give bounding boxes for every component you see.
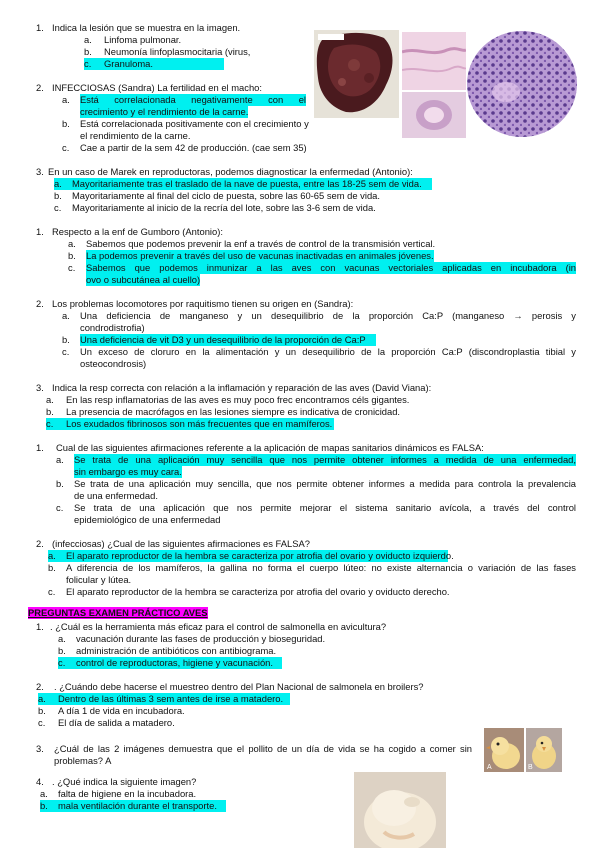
option-text: Mayoritariamente al inicio de la recría del lote, sobre las 3-6 sem de vida. bbox=[72, 202, 376, 213]
option-label: a. bbox=[48, 550, 56, 561]
option-text: administración de antibióticos con antibiograma. bbox=[76, 645, 277, 656]
question-number: 2. bbox=[36, 82, 44, 93]
histology-photo-large bbox=[466, 30, 578, 138]
option-text: falta de higiene en la incubadora. bbox=[58, 788, 197, 799]
option-text: A diferencia de los mamíferos, la gallina no forma el cuerpo lúteo: no existe alternancia o variación de las fases bbox=[66, 562, 576, 573]
question-text: Cual de las siguientes afirmaciones referente a la aplicación de mapas sanitarios dinámicos es FALSA: bbox=[56, 442, 484, 453]
option-label: b. bbox=[62, 118, 70, 129]
option-label: c. bbox=[54, 202, 62, 213]
option-text-highlighted: Sabemos que podemos inmunizar a las aves con vacunas vectoriales aplicadas en incubadora (in bbox=[86, 262, 576, 273]
option-text: osteocondrosis) bbox=[80, 358, 147, 369]
option-text: vacunación durante las fases de producción y bioseguridad. bbox=[76, 633, 326, 644]
option-label: a. bbox=[54, 178, 62, 189]
option-label: c. bbox=[38, 717, 46, 728]
option-text: control de reproductoras, higiene y vacunación. bbox=[76, 657, 273, 668]
option-label: b. bbox=[84, 46, 92, 57]
question-number: 1. bbox=[36, 22, 44, 33]
option-label: b. bbox=[68, 250, 76, 261]
image-label-a: A bbox=[487, 764, 492, 771]
option-text: mala ventilación durante el transporte. bbox=[58, 800, 217, 811]
image-label-b: B bbox=[528, 764, 533, 771]
question-number: 2. bbox=[36, 681, 44, 692]
option-label: a. bbox=[40, 788, 48, 799]
question-text: problemas? A bbox=[54, 755, 112, 766]
question-text: Indica la lesión que se muestra en la imagen. bbox=[52, 22, 241, 33]
option-text: condrodistrofia) bbox=[80, 322, 145, 333]
option-text: epidemiológico de una enfermedad bbox=[74, 514, 221, 525]
option-text: Granuloma. bbox=[104, 58, 153, 69]
chick-photo-a bbox=[484, 728, 524, 772]
question-text: Los problemas locomotores por raquitismo tienen su origen en (Sandra): bbox=[52, 298, 354, 309]
question-number: 1. bbox=[36, 621, 44, 632]
option-highlighted bbox=[58, 657, 282, 669]
question-number: 3. bbox=[36, 743, 44, 754]
option-text: Neumonía linfoplasmocitaria (virus, bbox=[104, 46, 251, 57]
option-highlighted bbox=[40, 800, 226, 812]
question-text: . ¿Cuál es la herramienta más eficaz para el control de salmonella en avicultura? bbox=[50, 621, 387, 632]
option-text: Sabemos que podemos prevenir la enf a través de control de la transmisión vertical. bbox=[86, 238, 436, 249]
option-label: c. bbox=[62, 142, 70, 153]
option-label: c. bbox=[68, 262, 76, 273]
chick-closeup-photo bbox=[354, 772, 446, 848]
option-highlighted bbox=[54, 178, 432, 190]
question-text: ¿Cuál de las 2 imágenes demuestra que el pollito de un día de vida se ha cogido a comer sin bbox=[54, 743, 472, 754]
question-text: (infecciosas) ¿Cual de las siguientes afirmaciones es FALSA? bbox=[52, 538, 310, 549]
option-label: b. bbox=[48, 562, 56, 573]
chick-photo-b bbox=[526, 728, 562, 772]
option-highlighted bbox=[84, 58, 224, 70]
option-label: a. bbox=[46, 394, 54, 405]
option-label: c. bbox=[62, 346, 70, 357]
histology-photo-small bbox=[402, 32, 466, 90]
option-text: Mayoritariamente al final del ciclo de puesta, sobre las 60-65 sem de vida. bbox=[72, 190, 380, 201]
option-text-highlighted: crecimiento y el rendimiento de la carne. bbox=[80, 106, 249, 117]
option-text: El aparato reproductor de la hembra se caracteriza por atrofia del ovario y oviducto izquierdo. bbox=[66, 550, 454, 561]
option-text-highlighted: sin embargo es muy cara. bbox=[74, 466, 182, 477]
question-number: 1. bbox=[36, 226, 44, 237]
option-text: Linfoma pulmonar. bbox=[104, 34, 182, 45]
option-label: b. bbox=[62, 334, 70, 345]
histology-photo-granuloma bbox=[402, 92, 466, 138]
option-text: Una deficiencia de manganeso y un desequilibrio de la proporción Ca:P (manganeso → perosis y bbox=[80, 310, 576, 321]
option-label: a. bbox=[84, 34, 92, 45]
lung-lesion-photo bbox=[314, 30, 399, 118]
option-label: a. bbox=[68, 238, 76, 249]
option-label: a. bbox=[58, 633, 66, 644]
question-number: 4. bbox=[36, 776, 44, 787]
question-text: Respecto a la enf de Gumboro (Antonio): bbox=[52, 226, 223, 237]
option-text: el rendimiento de la carne. bbox=[80, 130, 191, 141]
option-label: b. bbox=[56, 478, 64, 489]
option-label: a. bbox=[62, 310, 70, 321]
question-number: 2. bbox=[36, 538, 44, 549]
question-text: . ¿Cuándo debe hacerse el muestreo dentro del Plan Nacional de salmonela en broilers? bbox=[54, 681, 424, 692]
question-text: Indica la resp correcta con relación a la inflamación y reparación de las aves (David Viana): bbox=[52, 382, 432, 393]
option-label: b. bbox=[38, 705, 46, 716]
option-text: El aparato reproductor de la hembra se caracteriza por atrofia del ovario y oviducto derecho. bbox=[66, 586, 450, 597]
option-label: c. bbox=[84, 58, 92, 69]
option-text: Se trata de una aplicación muy sencilla, que nos permite obtener informes a medida para controla la prevalencia bbox=[74, 478, 576, 489]
option-text: Mayoritariamente tras el traslado de la nave de puesta, entre las 18-25 sem de vida. bbox=[72, 178, 422, 189]
option-highlighted bbox=[38, 693, 290, 705]
option-text: Cae a partir de la sem 42 de producción. (cae sem 35) bbox=[80, 142, 307, 153]
option-text-highlighted: ovo o subcutánea al cuello) bbox=[86, 274, 201, 285]
option-text-highlighted: Se trata de una aplicación muy sencilla que nos permite obtener informes a medida de una enfermedad, bbox=[74, 454, 576, 465]
option-text: folicular y lútea. bbox=[66, 574, 132, 585]
option-text: de una enfermedad. bbox=[74, 490, 158, 501]
option-text: Dentro de las últimas 3 sem antes de irse a matadero. bbox=[58, 693, 284, 704]
option-label: c. bbox=[46, 418, 54, 429]
option-text: El día de salida a matadero. bbox=[58, 717, 175, 728]
section-title: PREGUNTAS EXAMEN PRÁCTICO AVES bbox=[28, 607, 208, 618]
option-text-highlighted: Una deficiencia de vit D3 y un desequilibrio de la proporción de Ca:P bbox=[80, 334, 376, 346]
option-label: b. bbox=[58, 645, 66, 656]
question-number: 3. bbox=[36, 166, 44, 177]
question-text: En un caso de Marek en reproductoras, podemos diagnosticar la enfermedad (Antonio): bbox=[48, 166, 413, 177]
option-text: Se trata de una aplicación que nos permite mejorar el sistema sanitario avícola, a través del control bbox=[74, 502, 576, 513]
option-text: A día 1 de vida en incubadora. bbox=[58, 705, 185, 716]
option-text: La presencia de macrófagos en las lesiones siempre es indicativa de cronicidad. bbox=[66, 406, 401, 417]
option-highlighted bbox=[48, 550, 454, 562]
option-label: a. bbox=[38, 693, 46, 704]
option-text-highlighted: Está correlacionada negativamente con el bbox=[80, 94, 306, 105]
option-label: a. bbox=[62, 94, 70, 105]
question-number: 1. bbox=[36, 442, 44, 453]
option-label: b. bbox=[40, 800, 48, 811]
option-label: c. bbox=[48, 586, 56, 597]
option-label: c. bbox=[56, 502, 64, 513]
option-highlighted bbox=[46, 418, 334, 430]
question-text: . ¿Qué indica la siguiente imagen? bbox=[52, 776, 197, 787]
option-label: b. bbox=[54, 190, 62, 201]
option-text: En las resp inflamatorias de las aves es muy poco frec encontramos céls gigantes. bbox=[66, 394, 410, 405]
option-label: c. bbox=[58, 657, 66, 668]
option-text: Está correlacionada positivamente con el crecimiento y bbox=[80, 118, 309, 129]
option-text: Los exudados fibrinosos son más frecuentes que en mamíferos. bbox=[66, 418, 333, 429]
option-text: Un exceso de cloruro en la alimentación y un desequilibrio de la proporción Ca:P (discondroplastia tibial y bbox=[80, 346, 576, 357]
option-label: b. bbox=[46, 406, 54, 417]
option-label: a. bbox=[56, 454, 64, 465]
option-text-highlighted: La podemos prevenir a través del uso de vacunas inactivadas en animales jóvenes. bbox=[86, 250, 434, 261]
question-number: 3. bbox=[36, 382, 44, 393]
question-number: 2. bbox=[36, 298, 44, 309]
question-text: INFECCIOSAS (Sandra) La fertilidad en el macho: bbox=[52, 82, 262, 93]
